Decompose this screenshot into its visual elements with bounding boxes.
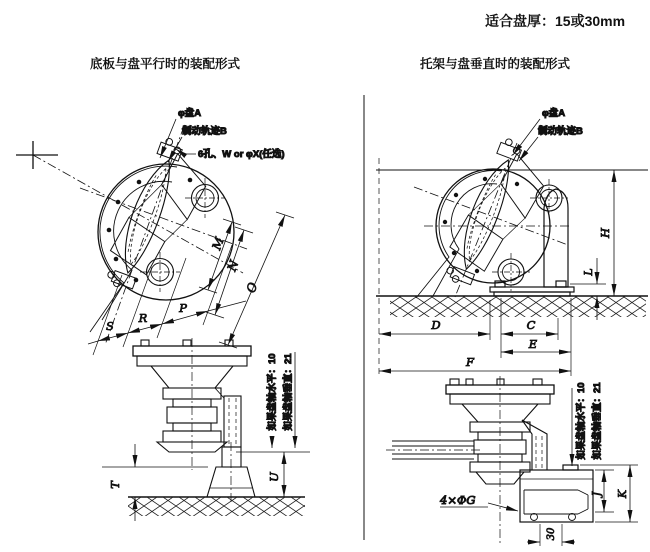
left-pedestal [133, 338, 255, 505]
right-notes [572, 382, 603, 466]
left-note-axis-vertical: 如果盘轴垂直：21 [283, 353, 294, 431]
right-note-axis-horizontal: 如果盘轴水平：10 [576, 382, 587, 460]
right-holes-label: 4×ΦG [440, 493, 476, 507]
left-disc [98, 164, 234, 300]
header [485, 13, 625, 29]
right-dim-j: J [590, 491, 603, 497]
right-dims-jk [580, 465, 638, 522]
left-track-label: 制动轨迹B [182, 126, 227, 137]
right-disc-label: φ盘A [542, 108, 566, 119]
right-track-label: 制动轨迹B [538, 126, 583, 137]
right-view-title: 托架与盘垂直时的装配形式 [420, 57, 571, 71]
right-boss-lower [492, 253, 530, 291]
right-subview-pedestal [386, 376, 554, 546]
left-dim-m: M [209, 235, 227, 252]
disc-thickness-note: 适合盘厚：15或30mm [485, 13, 626, 29]
right-view [376, 107, 648, 546]
right-dim-30-group [527, 524, 575, 546]
left-dim-u: U [267, 472, 281, 482]
right-dim-l: L [582, 268, 595, 276]
left-notes [266, 352, 295, 448]
left-ground [128, 497, 305, 516]
left-note-axis-horizontal: 如果盘轴水平：10 [267, 353, 278, 431]
left-view-title: 底板与盘平行时的装配形式 [90, 57, 241, 71]
left-dim-o: O [243, 280, 261, 295]
right-dim-h: H [598, 227, 612, 239]
right-dim-offset: 30 [546, 527, 557, 541]
right-leader-labels [513, 107, 583, 161]
left-boss-lower [140, 252, 180, 292]
right-dim-k: K [616, 489, 629, 499]
left-dim-u-group [236, 452, 310, 497]
right-dim-d: D [431, 318, 441, 332]
left-view [16, 107, 310, 521]
right-dim-c: C [526, 318, 536, 332]
right-ground [376, 296, 648, 317]
right-dim-f: F [466, 355, 474, 369]
right-subview-bracket-plate [520, 465, 593, 522]
left-dim-r: R [138, 311, 148, 325]
left-disc-label: φ盘A [178, 108, 202, 119]
left-brake-track-arcs [90, 166, 177, 332]
left-dim-n: N [224, 258, 242, 273]
left-dim-s: S [106, 319, 114, 333]
right-note-axis-vertical: 如果盘轴垂直：21 [592, 382, 603, 460]
right-caliper [439, 133, 555, 300]
right-holes-callout [439, 493, 518, 511]
right-dim-h-group [598, 170, 614, 296]
left-dim-t: T [108, 481, 122, 489]
left-dim-p: P [179, 301, 187, 315]
right-dim-e: E [528, 337, 538, 351]
right-boss-upper [530, 179, 568, 217]
left-holes-label: 6孔、W or φX(任选) [198, 149, 285, 160]
